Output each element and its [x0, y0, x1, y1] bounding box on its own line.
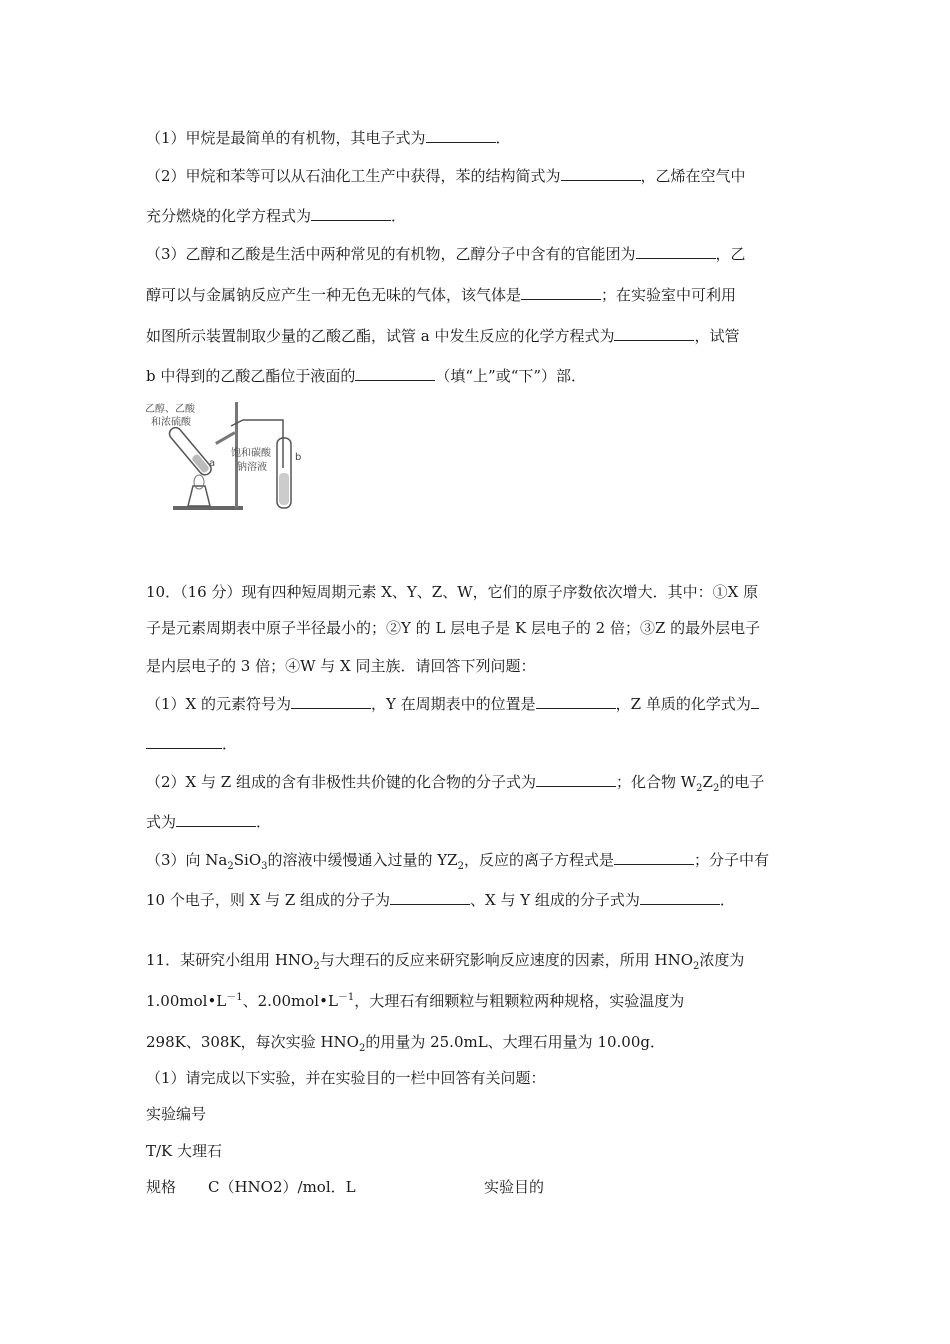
q10-intro-line2: 子是元素周期表中原子半径最小的；②Y 的 L 层电子是 K 层电子的 2 倍；③Z 的最外层电子 [146, 619, 761, 637]
q9-part3-line1: （3）乙醇和乙酸是生活中两种常见的有机物，乙醇分子中含有的官能团为 ，乙 [146, 245, 746, 263]
q9-part3-line4: b 中得到的乙酸乙酯位于液面的 （填“上”或“下”）部． [146, 367, 587, 385]
answer-blank[interactable] [536, 772, 616, 787]
q9-part3-line2: 醇可以与金属钠反应产生一种无色无味的气体，该气体是 ；在实验室中可利用 [146, 286, 737, 304]
figure-label-a: a [209, 458, 216, 469]
answer-blank[interactable] [751, 694, 759, 709]
apparatus-figure [143, 398, 315, 520]
figure-label-b: b [295, 452, 302, 463]
figure-label-reagents-1: 乙醇、乙酸 [145, 404, 195, 415]
figure-label-solution-2: 钠溶液 [237, 462, 267, 473]
figure-label-solution-1: 饱和碳酸 [231, 448, 271, 459]
table-header-concentration: C（HNO2）/mol．L [208, 1178, 356, 1196]
q10-intro-line1: 10．（16 分）现有四种短周期元素 X、Y、Z、W，它们的原子序数依次增大．其中：①X 原 [146, 583, 759, 601]
answer-blank[interactable] [536, 694, 616, 709]
table-header-purpose: 实验目的 [484, 1178, 545, 1196]
answer-blank-continued[interactable] [146, 734, 222, 749]
q10-part1-line2: ． [146, 734, 237, 754]
q10-part2-line2: 式为 ． [146, 813, 272, 831]
answer-blank[interactable] [614, 850, 694, 865]
answer-blank[interactable] [176, 812, 256, 827]
table-header-spec: 规格 [146, 1178, 177, 1196]
answer-blank[interactable] [355, 366, 435, 381]
q11-part1: （1）请完成以下实验，并在实验目的一栏中回答有关问题： [146, 1069, 546, 1087]
q9-part3-line3: 如图所示装置制取少量的乙酸乙酯，试管 a 中发生反应的化学方程式为 ，试管 [146, 327, 740, 345]
q10-part1-line1: （1）X 的元素符号为 ，Y 在周期表中的位置是 ，Z 单质的化学式为 [146, 694, 759, 714]
q9-part1: （1）甲烷是最简单的有机物，其电子式为 ． [146, 129, 511, 147]
q10-intro-line3: 是内层电子的 3 倍；④W 与 X 同主族．请回答下列问题： [146, 657, 536, 675]
table-header-temperature-marble: T/K 大理石 [146, 1142, 223, 1160]
answer-blank[interactable] [291, 694, 371, 709]
answer-blank[interactable] [561, 166, 641, 181]
q10-part3-line1: （3）向 $Na_2SiO_3$的溶液中缓慢通入过量的 $YZ_2$，反应的离子方程式是 ；分子中有 [146, 851, 770, 872]
q11-intro-line1: 11．某研究小组用 $HNO_2$与大理石的反应来研究影响反应速度的因素，所用 $HNO_2$浓度为 [146, 951, 745, 972]
q11-intro-line3: 298K、308K，每次实验 $HNO_2$的用量为 25.0mL、大理石用量为 10.00g． [146, 1033, 665, 1054]
q10-part3-line2: 10 个电子，则 X 与 Z 组成的分子为 、X 与 Y 组成的分子式为 ． [146, 891, 735, 909]
answer-blank[interactable] [521, 285, 601, 300]
answer-blank[interactable] [640, 890, 720, 905]
q9-part2-line2: 充分燃烧的化学方程式为 ． [146, 207, 407, 225]
q10-part2-line1: （2）X 与 Z 组成的含有非极性共价键的化合物的分子式为 ；化合物 $W_2Z_2$的电子 [146, 773, 765, 794]
answer-blank[interactable] [311, 206, 391, 221]
q11-intro-line2: $1.00mol•L^{-1}$、$2.00mol•L^{-1}$，大理石有细颗粒与粗颗粒两种规格，实验温度为 [146, 992, 685, 1010]
figure-label-reagents-2: 和浓硫酸 [151, 417, 191, 428]
table-header-experiment-no: 实验编号 [146, 1105, 207, 1123]
q9-part2-line1: （2）甲烷和苯等可以从石油化工生产中获得，苯的结构简式为 ，乙烯在空气中 [146, 167, 746, 185]
answer-blank[interactable] [390, 890, 470, 905]
answer-blank[interactable] [636, 244, 716, 259]
answer-blank[interactable] [426, 128, 496, 143]
answer-blank[interactable] [614, 326, 694, 341]
